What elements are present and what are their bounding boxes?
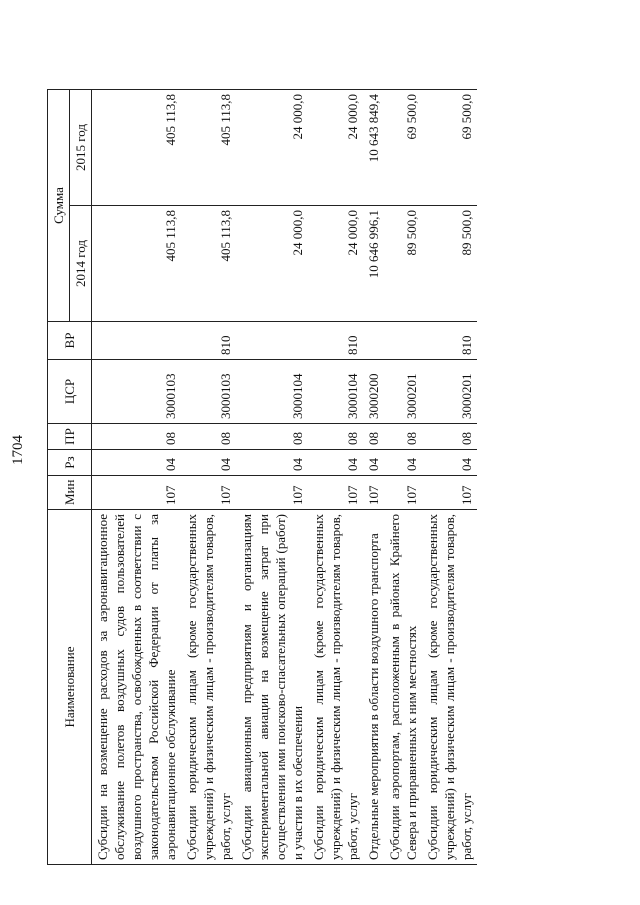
cell-sum-2015: 24 000,0: [236, 90, 308, 206]
cell-name: Субсидии юридическим лицам (кроме государственных учреждений) и физическим лицам - производителям товаров, работ, услуг: [181, 510, 236, 865]
cell-min: 107: [308, 476, 363, 510]
cell-sum-2015: 69 500,0: [422, 90, 477, 206]
cell-vr: 810: [422, 322, 477, 360]
table-row: [363, 90, 384, 865]
cell-rz: 04: [236, 450, 308, 476]
table-row: [181, 90, 236, 865]
cell-rz: 04: [384, 450, 422, 476]
cell-name: Отдельные мероприятия в области воздушного транспорта: [363, 510, 384, 865]
table-header: [48, 90, 92, 865]
cell-pr: 08: [308, 424, 363, 450]
cell-pr: 08: [236, 424, 308, 450]
cell-vr: 810: [308, 322, 363, 360]
cell-vr: [363, 322, 384, 360]
cell-sum-2014: 24 000,0: [236, 206, 308, 322]
cell-pr: 08: [181, 424, 236, 450]
table-row: [422, 90, 477, 865]
cell-csr: 3000200: [363, 360, 384, 424]
header-rz: Рз: [48, 450, 92, 476]
cell-sum-2015: 10 643 849,4: [363, 90, 384, 206]
cell-name: Субсидии юридическим лицам (кроме государственных учреждений) и физическим лицам - производителям товаров, работ, услуг: [308, 510, 363, 865]
cell-min: 107: [181, 476, 236, 510]
header-min: Мин: [48, 476, 92, 510]
header-2015: 2015 год: [70, 90, 92, 206]
cell-name: Субсидии на возмещение расходов за аэронавигационное обслуживание полетов воздушных судов пользователей воздушного пространства, освобожденных в соответствии с законодательством Российской Федерации от платы за аэронавигационное обслуживание: [92, 510, 182, 865]
cell-rz: 04: [92, 450, 182, 476]
cell-min: 107: [236, 476, 308, 510]
header-name: Наименование: [48, 510, 92, 865]
cell-csr: 3000103: [181, 360, 236, 424]
table-row: [92, 90, 182, 865]
cell-vr: [92, 322, 182, 360]
cell-name: Субсидии юридическим лицам (кроме государственных учреждений) и физическим лицам - производителям товаров, работ, услуг: [422, 510, 477, 865]
cell-sum-2014: 24 000,0: [308, 206, 363, 322]
cell-pr: 08: [363, 424, 384, 450]
header-2014: 2014 год: [70, 206, 92, 322]
cell-min: 107: [363, 476, 384, 510]
cell-rz: 04: [181, 450, 236, 476]
cell-pr: 08: [384, 424, 422, 450]
cell-name: Субсидии аэропортам, расположенным в районах Крайнего Севера и приравненных к ним местностях: [384, 510, 422, 865]
budget-table: [47, 89, 477, 865]
cell-pr: 08: [92, 424, 182, 450]
cell-sum-2015: 405 113,8: [92, 90, 182, 206]
cell-csr: 3000104: [236, 360, 308, 424]
cell-sum-2015: 24 000,0: [308, 90, 363, 206]
cell-csr: 3000103: [92, 360, 182, 424]
cell-rz: 04: [363, 450, 384, 476]
cell-min: 107: [384, 476, 422, 510]
cell-name: Субсидии авиационным предприятиям и организациям экспериментальной авиации на возмещение затрат при осуществлении ими поисково-спасательных операций (работ) и участии в их обеспечении: [236, 510, 308, 865]
cell-csr: 3000201: [384, 360, 422, 424]
table-row: [308, 90, 363, 865]
cell-min: 107: [92, 476, 182, 510]
cell-vr: [236, 322, 308, 360]
header-vr: ВР: [48, 322, 92, 360]
cell-sum-2014: 89 500,0: [422, 206, 477, 322]
header-sum: Сумма: [48, 90, 70, 322]
cell-sum-2014: 405 113,8: [181, 206, 236, 322]
header-pr: ПР: [48, 424, 92, 450]
cell-vr: 810: [181, 322, 236, 360]
table-row: [384, 90, 422, 865]
page-number: 1704: [10, 435, 26, 465]
cell-rz: 04: [422, 450, 477, 476]
header-csr: ЦСР: [48, 360, 92, 424]
table-row: [236, 90, 308, 865]
cell-sum-2015: 405 113,8: [181, 90, 236, 206]
cell-rz: 04: [308, 450, 363, 476]
cell-pr: 08: [422, 424, 477, 450]
table-body: [92, 90, 478, 865]
cell-min: 107: [422, 476, 477, 510]
cell-sum-2014: 405 113,8: [92, 206, 182, 322]
cell-sum-2015: 69 500,0: [384, 90, 422, 206]
cell-sum-2014: 89 500,0: [384, 206, 422, 322]
cell-csr: 3000201: [422, 360, 477, 424]
cell-sum-2014: 10 646 996,1: [363, 206, 384, 322]
cell-vr: [384, 322, 422, 360]
cell-csr: 3000104: [308, 360, 363, 424]
